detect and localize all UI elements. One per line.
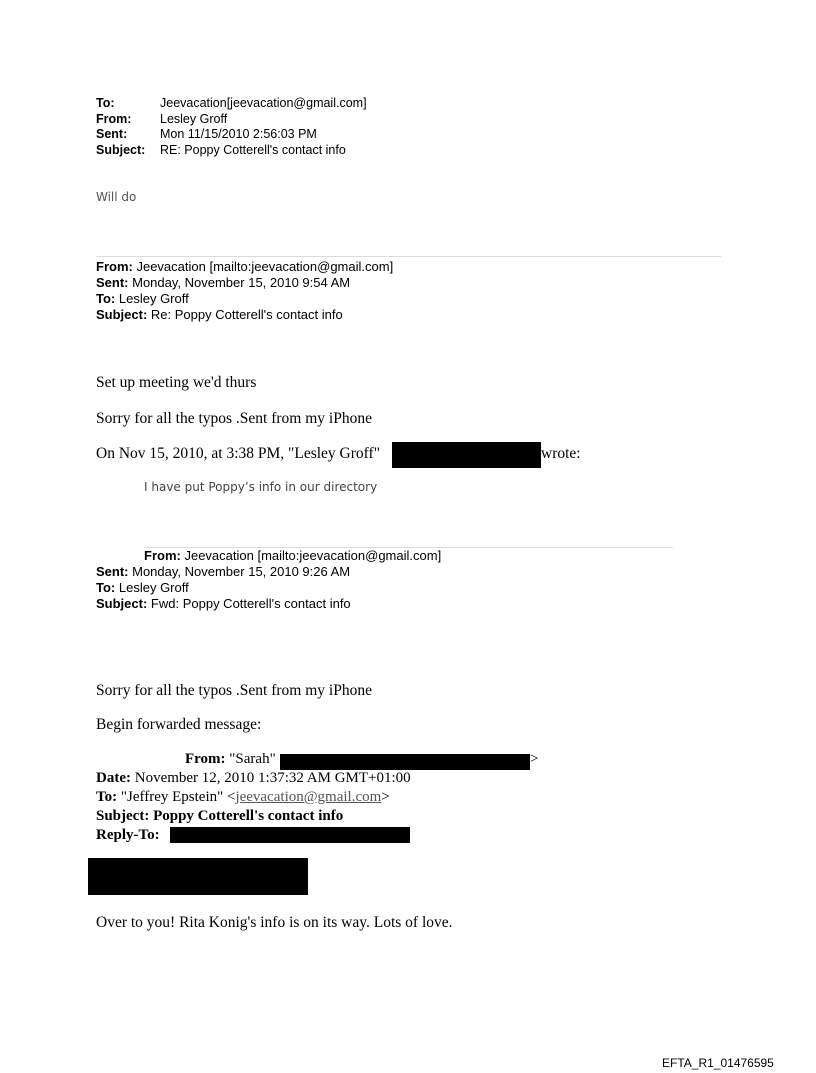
header-subject-row (96, 143, 367, 159)
reply-body: Will do (96, 190, 137, 204)
redaction-box (392, 442, 541, 468)
fwd-date-value: November 12, 2010 1:37:32 AM GMT+01:00 (134, 770, 411, 786)
quote1-sent-value: Monday, November 15, 2010 9:54 AM (132, 275, 351, 290)
header-to-label: To: (96, 96, 115, 110)
msg1-on-prefix: On Nov 15, 2010, at 3:38 PM, "Lesley Groff" (96, 445, 381, 462)
header-sent-label: Sent: (96, 127, 128, 141)
quote1-from-value: Jeevacation [mailto:jeevacation@gmail.com] (136, 259, 394, 274)
fwd-date-row (96, 769, 411, 788)
redaction-box (170, 827, 410, 843)
email-header (96, 96, 367, 158)
quoted-header-1 (96, 259, 393, 323)
header-sent-row (96, 127, 367, 143)
quote1-subject-label: Subject: (96, 307, 148, 322)
msg1-on-suffix: wrote: (541, 445, 581, 462)
fwd-from-label: From: (185, 751, 226, 767)
fwd-to-name: "Jeffrey Epstein" < (120, 789, 236, 805)
quote2-to-value: Lesley Groff (118, 580, 189, 595)
header-to-row (96, 96, 367, 112)
fwd-to-email-link[interactable]: jeevacation@gmail.com (235, 789, 382, 805)
fwd-replyto-label: Reply-To: (96, 827, 160, 843)
quote2-sent-label: Sent: (96, 564, 129, 579)
quote1-sent-row (96, 275, 393, 291)
quote1-sent-label: Sent: (96, 275, 129, 290)
quote2-to-label: To: (96, 580, 116, 595)
msg2-line1: Sorry for all the typos .Sent from my iPhone (96, 682, 372, 699)
redaction-box (280, 754, 530, 770)
closing-body: Over to you! Rita Konig's info is on its way. Lots of love. (96, 914, 453, 931)
fwd-subject-label: Subject: (96, 808, 150, 824)
quoted-header-2 (96, 564, 351, 612)
fwd-from-value: "Sarah" (229, 751, 276, 767)
fwd-date-label: Date: (96, 770, 131, 786)
fwd-from-tail: > (530, 751, 539, 767)
header-from-label: From: (96, 111, 132, 126)
quote2-from-label: From: (144, 548, 181, 563)
quote1-from-row (96, 259, 393, 275)
redaction-box (88, 858, 308, 895)
fwd-subject-row (96, 807, 411, 826)
divider-1 (96, 256, 721, 257)
quote1-from-label: From: (96, 259, 133, 274)
msg1-line1: Set up meeting we'd thurs (96, 374, 257, 391)
quote2-from-value: Jeevacation [mailto:jeevacation@gmail.com] (184, 548, 442, 563)
fwd-from-row (185, 751, 276, 768)
fwd-to-label: To: (96, 789, 118, 805)
msg2-line2: Begin forwarded message: (96, 716, 262, 733)
msg1-quoted: I have put Poppy’s info in our directory (144, 480, 378, 494)
fwd-subject-value: Poppy Cotterell's contact info (153, 808, 344, 824)
quote1-to-label: To: (96, 291, 116, 306)
quote2-subject-row (96, 596, 351, 612)
quote1-subject-row (96, 307, 393, 323)
quote2-to-row (96, 580, 351, 596)
header-to-value: Jeevacation[jeevacation@gmail.com] (160, 96, 367, 110)
quote2-subject-value: Fwd: Poppy Cotterell's contact info (150, 596, 351, 611)
header-subject-value: RE: Poppy Cotterell's contact info (160, 142, 346, 157)
document-id: EFTA_R1_01476595 (662, 1056, 774, 1070)
header-subject-label: Subject: (96, 142, 146, 157)
header-sent-value: Mon 11/15/2010 2:56:03 PM (160, 127, 317, 141)
header-from-value: Lesley Groff (160, 111, 228, 126)
msg1-line2: Sorry for all the typos .Sent from my iPhone (96, 410, 372, 427)
quote1-to-value: Lesley Groff (118, 291, 189, 306)
fwd-to-close: > (381, 789, 390, 805)
quote2-subject-label: Subject: (96, 596, 148, 611)
quote2-sent-value: Monday, November 15, 2010 9:26 AM (132, 564, 351, 579)
quote2-from-row (144, 548, 441, 564)
quote1-to-row (96, 291, 393, 307)
quote1-subject-value: Re: Poppy Cotterell's contact info (150, 307, 343, 322)
fwd-to-row (96, 788, 411, 807)
quote2-sent-row (96, 564, 351, 580)
header-from-row (96, 112, 367, 128)
